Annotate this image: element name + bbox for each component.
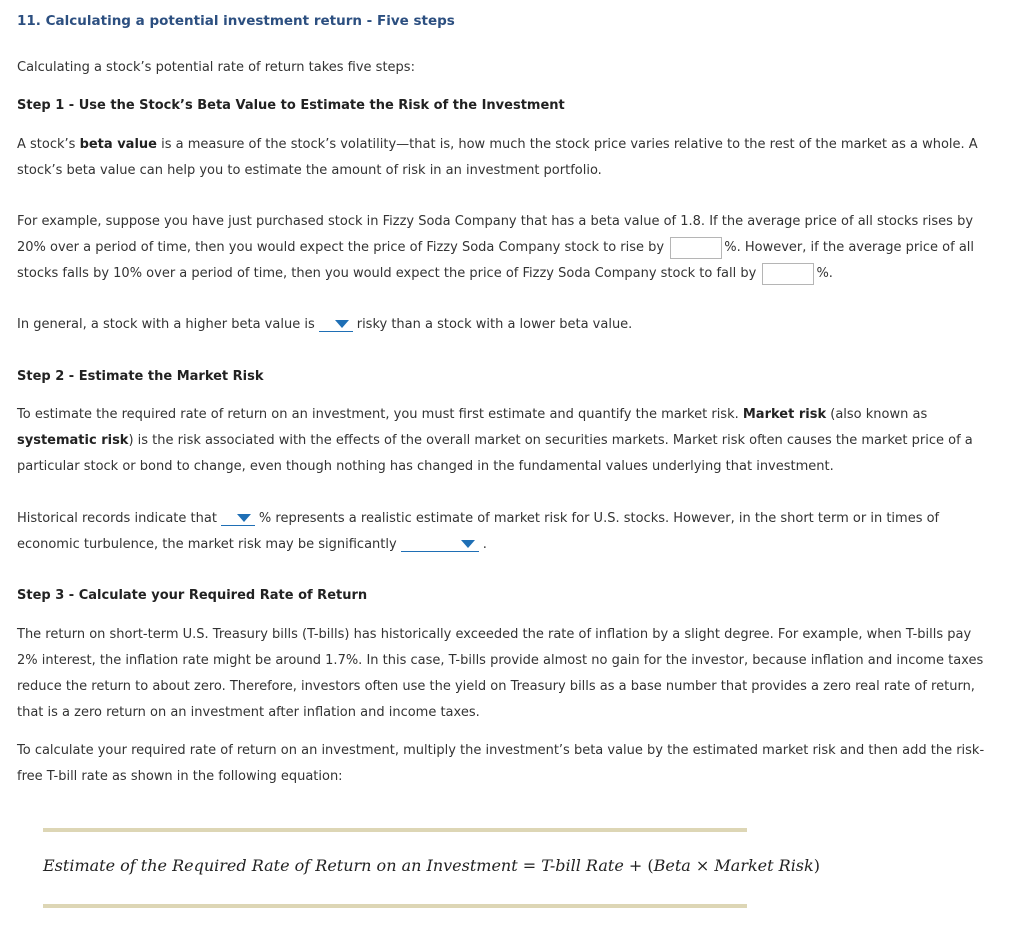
chevron-down-icon: [237, 514, 251, 522]
market-risk-term: Market risk: [742, 407, 827, 422]
step1-paragraph1: A stock’s beta value is a measure of the stock’s volatility—that is, how much the stock price varies relative to the rest of the market as a whole. A stock’s beta value can help you to estimate the amount of risk in an investment portfolio.: [17, 137, 978, 178]
equation-box: [43, 828, 820, 908]
step2-paragraph2: Historical records indicate that % represents a realistic estimate of market risk for U.S. stocks. However, in the short term or in times of economic turbulence, the market risk may be significantly .: [17, 511, 940, 552]
question-title: 11. Calculating a potential investment return - Five steps: [17, 13, 455, 29]
chevron-down-icon: [335, 320, 349, 328]
market-risk-change-dropdown[interactable]: [401, 537, 479, 552]
step2-heading: Step 2 - Estimate the Market Risk: [17, 369, 264, 384]
step3-paragraph1: The return on short-term U.S. Treasury bills (T-bills) has historically exceeded the rate of inflation by a slight degree. For example, when T-bills pay 2% interest, the inflation rate might be around 1.7%. In this case, T-bills provide almost no gain for the investor, because inflation and income taxes reduce the return to about zero. Therefore, investors often use the yield on Treasury bills as a base number that provides a zero real rate of return, that is a zero return on an investment after inflation and income taxes.: [17, 627, 984, 720]
rise-percent-input[interactable]: [670, 237, 722, 259]
step1-heading: Step 1 - Use the Stock’s Beta Value to Estimate the Risk of the Investment: [17, 98, 565, 113]
intro-text: Calculating a stock’s potential rate of return takes five steps:: [17, 60, 415, 75]
fall-percent-input[interactable]: [762, 263, 814, 285]
risk-comparison-dropdown[interactable]: [319, 317, 353, 332]
systematic-risk-term: systematic risk: [17, 433, 129, 448]
required-return-equation: Estimate of the Required Rate of Return on an Investment = T-bill Rate + (Beta × Market Risk): [43, 856, 820, 875]
market-risk-percent-dropdown[interactable]: [221, 511, 255, 526]
beta-value-term: beta value: [79, 137, 157, 152]
step2-paragraph1: To estimate the required rate of return on an investment, you must first estimate and quantify the market risk. Market risk (also known as systematic risk) is the risk associated with the effects of the overall market on securities markets. Market risk often causes the market price of a particular stock or bond to change, even though nothing has changed in the fundamental values underlying that investment.: [17, 407, 973, 474]
step3-paragraph2: To calculate your required rate of return on an investment, multiply the investment’s beta value by the estimated market risk and then add the risk-free T-bill rate as shown in the following equation:: [17, 743, 985, 784]
step1-paragraph2: For example, suppose you have just purchased stock in Fizzy Soda Company that has a beta value of 1.8. If the average price of all stocks rises by 20% over a period of time, then you would expect the price of Fizzy Soda Company stock to rise by %. However, if the average price of all stocks falls by 10% over a period of time, then you would expect the price of Fizzy Soda Company stock to fall by %.: [17, 209, 992, 287]
step3-heading: Step 3 - Calculate your Required Rate of Return: [17, 588, 368, 603]
step1-paragraph3: In general, a stock with a higher beta value is risky than a stock with a lower beta value.: [17, 317, 633, 332]
chevron-down-icon: [461, 540, 475, 548]
